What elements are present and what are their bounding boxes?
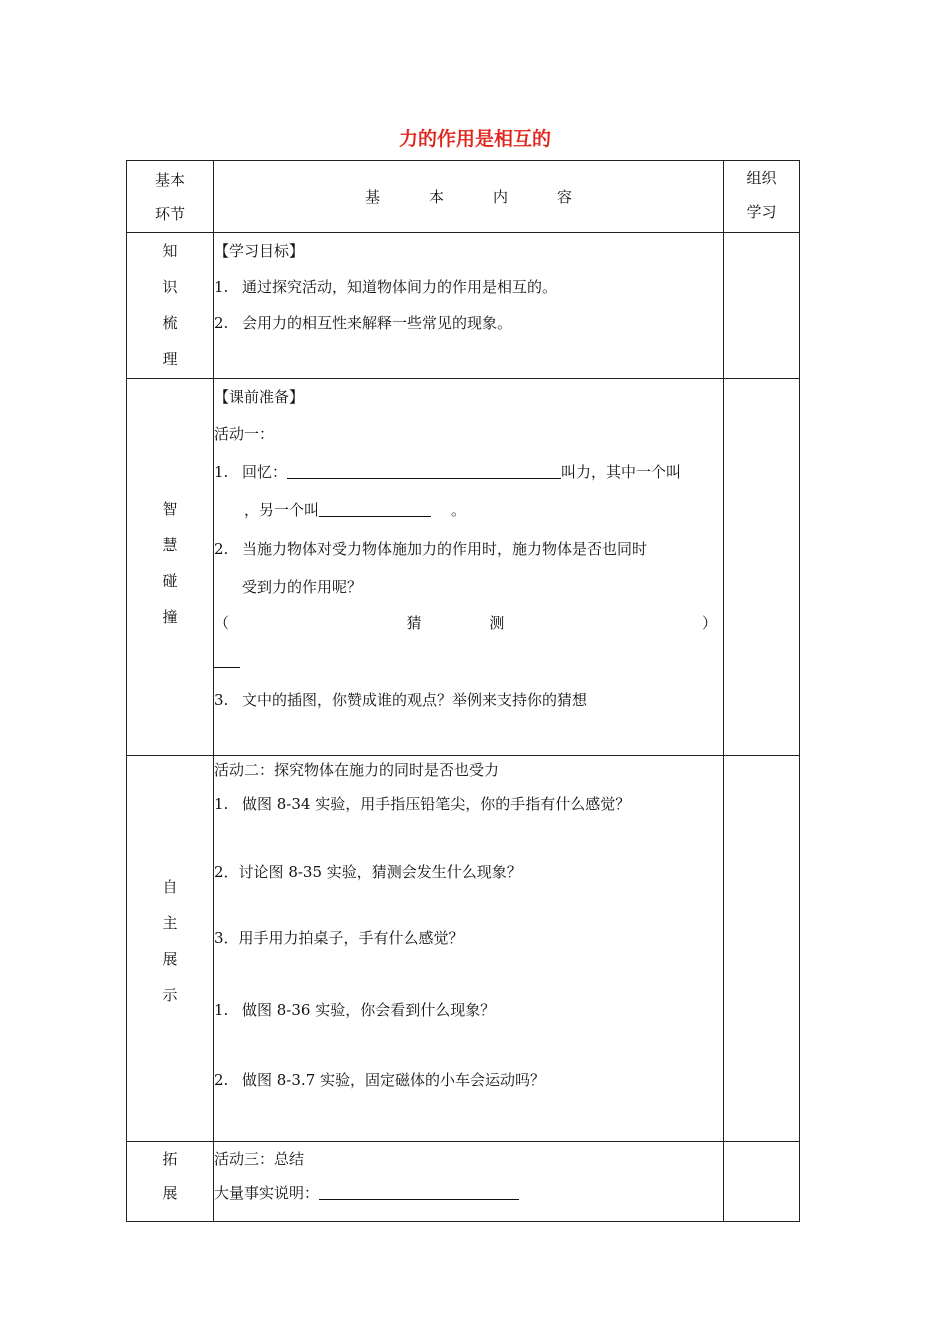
section-display-content bbox=[214, 756, 724, 1142]
guess-answer-line bbox=[214, 641, 723, 681]
section-display bbox=[127, 756, 800, 1142]
section-knowledge-label bbox=[127, 233, 214, 379]
list-item bbox=[214, 1176, 723, 1210]
label-char: 碰 bbox=[162, 572, 178, 590]
guess-char: （ bbox=[214, 614, 230, 632]
list-item bbox=[214, 305, 723, 341]
label-char: 主 bbox=[162, 914, 178, 932]
fill-blank[interactable] bbox=[319, 1183, 519, 1200]
section-wisdom bbox=[127, 379, 800, 756]
guess-char: ） bbox=[701, 614, 717, 632]
section-knowledge bbox=[127, 233, 800, 379]
section-extend-content bbox=[214, 1142, 724, 1222]
header-col2-char: 内 bbox=[492, 188, 508, 206]
item-text: 做图 8-36 实验，你会看到什么现象？ bbox=[242, 1001, 496, 1019]
item-text: 文中的插图，你赞成谁的观点？举例来支持你的猜想 bbox=[242, 691, 588, 709]
label-char: 自 bbox=[162, 878, 178, 896]
header-col1-line2: 环节 bbox=[154, 205, 185, 223]
header-col2-char: 容 bbox=[556, 188, 572, 206]
section-display-org bbox=[724, 756, 800, 1142]
label-char: 撞 bbox=[162, 608, 178, 626]
item-text: 做图 8-3.7 实验，固定磁体的小车会运动吗？ bbox=[242, 1071, 546, 1089]
header-col3 bbox=[724, 161, 800, 233]
fill-blank[interactable] bbox=[287, 462, 561, 479]
list-item bbox=[214, 453, 723, 491]
label-char: 展 bbox=[162, 1184, 178, 1202]
section-wisdom-content bbox=[214, 379, 724, 756]
item-text: 回忆： bbox=[242, 463, 288, 481]
label-char: 识 bbox=[162, 278, 178, 296]
header-col2-char: 本 bbox=[428, 188, 444, 206]
item-number: 2. bbox=[214, 1071, 229, 1089]
label-char: 展 bbox=[162, 950, 178, 968]
lesson-table bbox=[126, 160, 800, 1222]
item-number: 2. bbox=[214, 540, 229, 558]
section-knowledge-org bbox=[724, 233, 800, 379]
list-item-cont bbox=[214, 491, 723, 529]
header-col2-char: 基 bbox=[364, 188, 380, 206]
list-item-cont: 受到力的作用呢？ bbox=[242, 578, 363, 596]
label-char: 慧 bbox=[162, 536, 178, 554]
header-col3-line2: 学习 bbox=[746, 203, 777, 221]
item-text: 叫力，其中一个叫 bbox=[561, 463, 682, 481]
label-char: 理 bbox=[162, 350, 178, 368]
item-text: 当施力物体对受力物体施加力的作用时，施力物体是否也同时 bbox=[242, 540, 648, 558]
list-item bbox=[214, 992, 723, 1028]
section-heading: 【学习目标】 bbox=[214, 242, 305, 260]
item-number: 1. bbox=[214, 795, 229, 813]
header-col1 bbox=[127, 161, 214, 233]
item-text: 通过探究活动，知道物体间力的作用是相互的。 bbox=[242, 278, 558, 296]
guess-char: 测 bbox=[489, 614, 505, 632]
header-col2 bbox=[214, 161, 724, 233]
label-char: 梳 bbox=[162, 314, 178, 332]
guess-char: 猜 bbox=[406, 614, 422, 632]
label-char: 拓 bbox=[162, 1150, 178, 1168]
section-knowledge-content bbox=[214, 233, 724, 379]
section-wisdom-org bbox=[724, 379, 800, 756]
section-heading: 活动三：总结 bbox=[214, 1150, 305, 1168]
activity-title: 活动一： bbox=[214, 425, 275, 443]
section-extend bbox=[127, 1142, 800, 1222]
section-heading: 活动二：探究物体在施力的同时是否也受力 bbox=[214, 761, 500, 779]
item-number: 3． bbox=[214, 929, 239, 947]
item-text: 会用力的相互性来解释一些常见的现象。 bbox=[242, 314, 513, 332]
item-text: 大量事实说明： bbox=[214, 1184, 320, 1202]
label-char: 知 bbox=[162, 242, 178, 260]
item-text: 用手用力拍桌子，手有什么感觉？ bbox=[238, 929, 464, 947]
label-char: 示 bbox=[162, 986, 178, 1004]
item-number: 2． bbox=[214, 863, 239, 881]
page-title: 力的作用是相互的 bbox=[398, 128, 551, 150]
fill-blank[interactable] bbox=[319, 500, 431, 517]
item-number: 2. bbox=[214, 314, 229, 332]
item-number: 1. bbox=[214, 278, 229, 296]
list-item bbox=[214, 784, 723, 824]
section-extend-label bbox=[127, 1142, 214, 1222]
header-col1-line1: 基本 bbox=[154, 171, 185, 189]
list-item bbox=[214, 1062, 723, 1098]
guess-line bbox=[214, 605, 723, 641]
section-display-label bbox=[127, 756, 214, 1142]
item-text: 讨论图 8-35 实验，猜测会发生什么现象？ bbox=[238, 863, 522, 881]
header-row bbox=[127, 161, 800, 233]
item-text: 做图 8-34 实验，用手指压铅笔尖，你的手指有什么感觉？ bbox=[242, 795, 631, 813]
fill-blank[interactable] bbox=[214, 651, 240, 668]
header-col3-line1: 组织 bbox=[746, 169, 777, 187]
item-number: 1. bbox=[214, 1001, 229, 1019]
list-item bbox=[214, 920, 723, 956]
item-text: ，另一个叫 bbox=[244, 501, 320, 519]
section-wisdom-label bbox=[127, 379, 214, 756]
list-item bbox=[214, 529, 723, 569]
label-char: 智 bbox=[162, 500, 178, 518]
item-number: 3. bbox=[214, 691, 229, 709]
item-number: 1. bbox=[214, 463, 229, 481]
section-extend-org bbox=[724, 1142, 800, 1222]
list-item bbox=[214, 269, 723, 305]
list-item bbox=[214, 854, 723, 890]
list-item bbox=[214, 681, 723, 719]
section-heading: 【课前准备】 bbox=[214, 388, 305, 406]
item-text: 。 bbox=[451, 501, 467, 519]
